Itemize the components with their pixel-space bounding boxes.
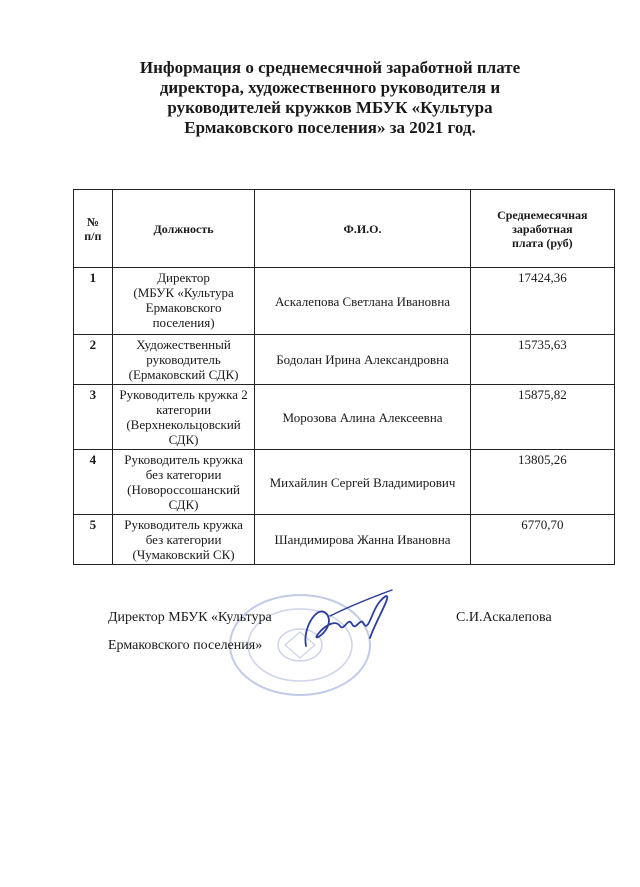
row-fio: Аскалепова Светлана Ивановна (255, 268, 470, 335)
document-title (95, 58, 565, 138)
header-num: № п/п (74, 190, 113, 268)
row-num: 4 (74, 450, 113, 515)
signature-role (108, 604, 272, 660)
header-salary: Среднемесячная заработная плата (руб) (470, 190, 614, 268)
row-num: 1 (74, 268, 113, 335)
row-fio: Шандимирова Жанна Ивановна (255, 515, 470, 565)
row-fio: Михайлин Сергей Владимирович (255, 450, 470, 515)
header-position: Должность (112, 190, 255, 268)
row-position: Руководитель кружка без категории (Новороссошанский СДК) (112, 450, 255, 515)
table-row (74, 335, 615, 385)
row-position: Художественный руководитель (Ермаковский СДК) (112, 335, 255, 385)
row-salary: 15875,82 (470, 385, 614, 450)
row-num: 2 (74, 335, 113, 385)
signature-role-line-2: Ермаковского поселения» (108, 638, 263, 653)
row-salary: 17424,36 (470, 268, 614, 335)
header-fio: Ф.И.О. (255, 190, 470, 268)
row-salary: 13805,26 (470, 450, 614, 515)
row-fio: Бодолан Ирина Александровна (255, 335, 470, 385)
table-header-row (74, 190, 615, 268)
row-num: 5 (74, 515, 113, 565)
table-row (74, 385, 615, 450)
table-row (74, 268, 615, 335)
signature-role-line-1: Директор МБУК «Культура (108, 610, 272, 625)
title-line-3: руководителей кружков МБУК «Культура (167, 98, 493, 117)
row-salary: 6770,70 (470, 515, 614, 565)
table-row (74, 450, 615, 515)
row-position: Руководитель кружка 2 категории (Верхнекольцовский СДК) (112, 385, 255, 450)
table-row (74, 515, 615, 565)
row-num: 3 (74, 385, 113, 450)
handwritten-signature (300, 586, 395, 661)
salary-table (73, 189, 615, 565)
title-line-2: директора, художественного руководителя и (159, 78, 501, 97)
signature-name: С.И.Аскалепова (456, 610, 552, 625)
title-line-4: Ермаковского поселения» за 2021 год. (184, 118, 476, 137)
row-fio: Морозова Алина Алексеевна (255, 385, 470, 450)
title-line-1: Информация о среднемесячной заработной плате (139, 58, 521, 77)
row-salary: 15735,63 (470, 335, 614, 385)
row-position: Директор (МБУК «Культура Ермаковского поселения) (112, 268, 255, 335)
row-position: Руководитель кружка без категории (Чумаковский СК) (112, 515, 255, 565)
